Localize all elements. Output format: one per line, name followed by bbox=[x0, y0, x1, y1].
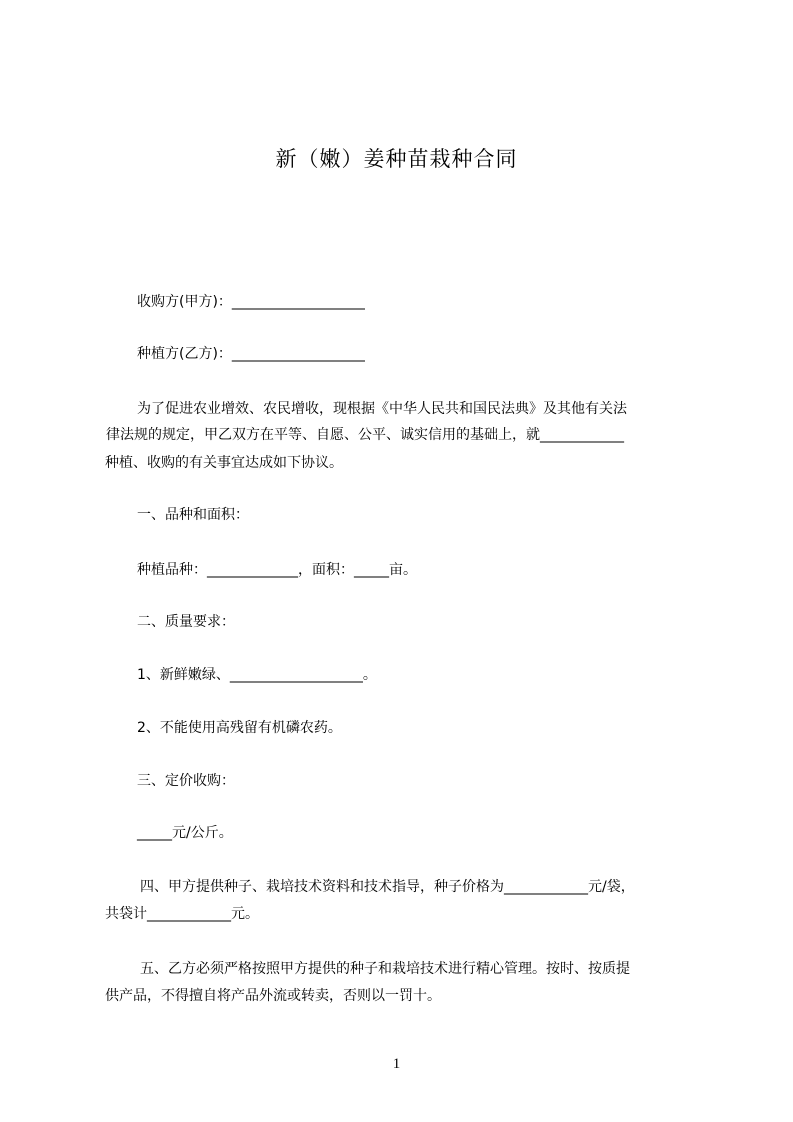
intro-paragraph-line-2: 律法规的规定，甲乙双方在平等、自愿、公平、诚实信用的基础上，就____________ bbox=[106, 427, 624, 443]
section-5-line-2: 供产品，不得擅自将产品外流或转卖，否则以一罚十。 bbox=[105, 988, 441, 1004]
party-a-line: 收购方(甲方)：___________________ bbox=[137, 294, 365, 310]
page-number: 1 bbox=[392, 1056, 401, 1072]
section-3-heading: 三、定价收购： bbox=[137, 773, 235, 789]
document-title: 新（嫩）姜种苗栽种合同 bbox=[275, 147, 518, 171]
section-2-item-2: 2、不能使用高残留有机磷农药。 bbox=[137, 720, 342, 736]
section-4-line-2: 共袋计____________元。 bbox=[105, 906, 259, 922]
section-1-text: 种植品种：_____________，面积：_____亩。 bbox=[137, 562, 417, 578]
section-2-item-1: 1、新鲜嫩绿、___________________。 bbox=[137, 667, 377, 683]
section-4-line-1: 四、甲方提供种子、栽培技术资料和技术指导，种子价格为____________元/袋， bbox=[140, 879, 635, 895]
section-3-text: _____元/公斤。 bbox=[137, 825, 233, 841]
party-b-line: 种植方(乙方)：___________________ bbox=[137, 346, 365, 362]
intro-paragraph-line-3: 种植、收购的有关事宜达成如下协议。 bbox=[105, 455, 343, 471]
section-1-heading: 一、品种和面积： bbox=[137, 507, 249, 523]
section-2-heading: 二、质量要求： bbox=[137, 614, 235, 630]
intro-paragraph-line-1: 为了促进农业增效、农民增收，现根据《中华人民共和国民法典》及其他有关法 bbox=[137, 401, 627, 417]
section-5-line-1: 五、乙方必须严格按照甲方提供的种子和栽培技术进行精心管理。按时、按质提 bbox=[140, 961, 630, 977]
